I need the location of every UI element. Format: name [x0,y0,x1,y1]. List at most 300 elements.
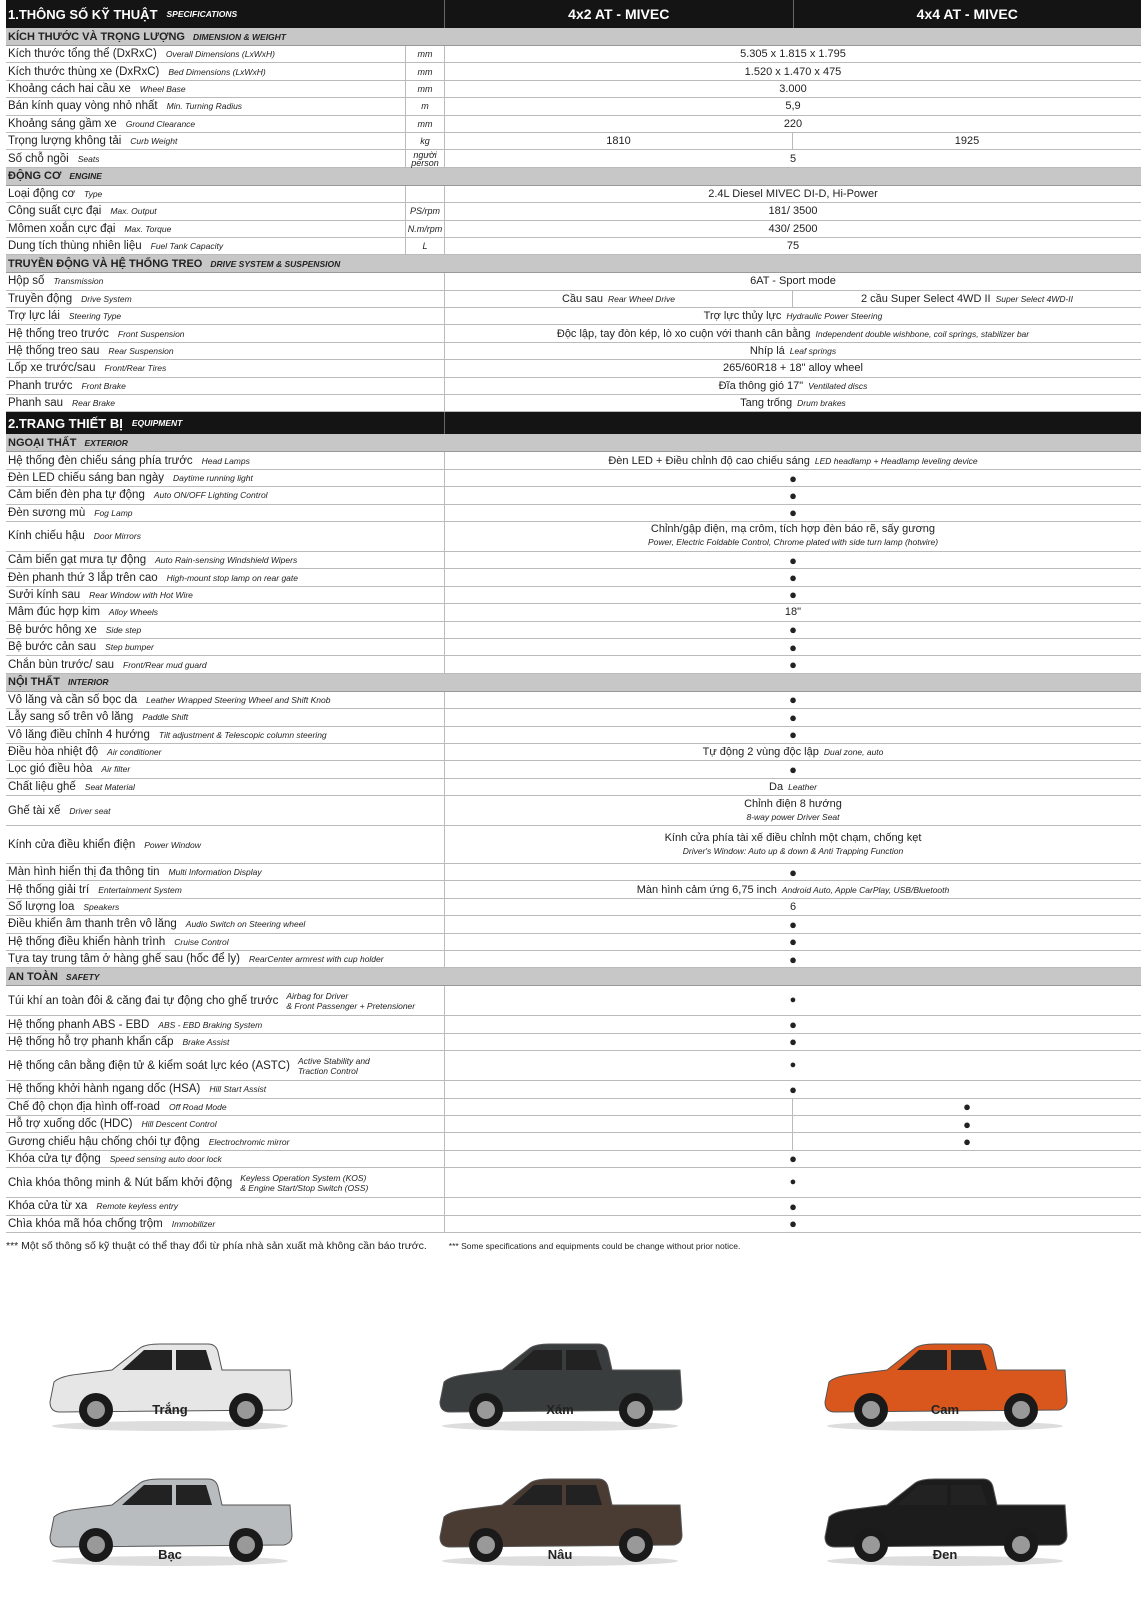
safety-row [6,1051,1141,1081]
row-label [6,452,445,468]
row-label-vi: Dung tích thùng nhiên liệu [8,240,142,253]
check-dot: ● [789,916,797,932]
value-cell [445,203,1141,219]
row-label [6,308,445,324]
safety-row [6,1133,1141,1150]
check-dot: ● [789,709,797,725]
row-label-en: Entertainment System [98,884,182,895]
row-label-en [240,1173,368,1193]
check-dot: ● [789,552,797,568]
row-label-vi: Công suất cực đại [8,205,102,218]
value-cell [445,487,1141,503]
row-label [6,986,445,1015]
row-label [6,470,445,486]
row-label [6,916,445,932]
value-cell-text: 181/ 3500 [768,205,818,218]
safety-row [6,1016,1141,1033]
value-cell-text: 2.4L Diesel MIVEC DI-D, Hi-Power [708,187,878,200]
value-cell-text: ● [789,1059,797,1072]
row-label-vi: Phanh sau [8,397,63,410]
dimension-row [6,98,1141,115]
value-cell [445,1198,1141,1214]
value-cell-text: Trợ lực thủy lực [703,310,782,323]
variant-4x4-value [793,1116,1141,1132]
row-label-en: Side step [105,624,142,635]
row-label-en: Remote keyless entry [96,1201,179,1212]
safety-row [6,1216,1141,1233]
cat-drive-label-en: DRIVE SYSTEM & SUSPENSION [210,258,341,269]
value-cell [445,622,1141,638]
specs-title-en: SPECIFICATIONS [166,9,238,19]
row-label-en: Transmission [53,276,104,287]
row-label-en: Wheel Base [139,83,186,94]
cat-interior [6,674,1141,692]
value-cell [445,727,1141,743]
row-label-vi: Lọc gió điều hòa [8,763,93,776]
row-label-vi: Kính cửa điều khiển điện [8,838,136,851]
row-label [6,779,445,795]
value-cell-text: Màn hình cảm ứng 6,75 inch [636,883,777,896]
value-cell [445,656,1141,672]
row-label-en: Power Window [144,839,201,850]
row-label [6,1034,445,1050]
dimension-row [6,81,1141,98]
row-label [6,98,406,114]
value-cell-text: Đĩa thông gió 17" [718,379,804,392]
value-cell [445,395,1141,411]
value-cell [445,1016,1141,1032]
color-options [0,1320,1143,1600]
value-cell [445,796,1141,825]
row-label [6,1099,445,1115]
row-label-en [286,991,415,1011]
value-text: 2 cầu Super Select 4WD II [860,292,991,305]
equipment-title: 2.TRANG THIẾT BỊ [8,415,123,431]
row-label-vi: Lẫy sang số trên vô lăng [8,711,134,724]
unit-cell: mm [406,116,445,132]
row-label-en: Front/Rear mud guard [123,659,207,670]
row-label-en: Min. Turning Radius [166,101,243,112]
row-label [6,1081,445,1097]
row-label-vi: Đèn LED chiếu sáng ban ngày [8,472,164,484]
value-cell-text-en: Android Auto, Apple CarPlay, USB/Bluetooth [781,884,950,895]
cat-drive-label: TRUYỀN ĐỘNG VÀ HỆ THỐNG TREO [8,257,203,270]
safety-row [6,1168,1141,1198]
interior-row [6,916,1141,933]
drive-row [6,395,1141,412]
row-label-vi: Bệ bước hông xe [8,623,97,636]
check-dot: ● [789,1198,797,1214]
check-dot: ● [789,1216,797,1232]
interior-row [6,881,1141,898]
row-label [6,1198,445,1214]
row-label-en: Multi Information Display [168,867,262,878]
row-label [6,63,406,79]
row-label-vi: Trợ lực lái [8,310,60,323]
value-cell [445,604,1141,620]
dimension-row [6,46,1141,63]
row-label [6,569,445,585]
row-label-en: Fog Lamp [94,507,133,518]
value-cell-text: Kính cửa phía tài xế điều chỉnh một chạm, chống kẹt [664,831,922,844]
row-label-en: Overall Dimensions (LxWxH) [165,49,275,60]
equipment-title-en: EQUIPMENT [131,418,183,429]
exterior-row [6,552,1141,569]
row-label [6,203,406,219]
value-cell-text: 6AT - Sport mode [750,275,836,288]
equipment-title-cell [6,412,445,434]
value-cell [445,899,1141,915]
value-cell-text-en: Independent double wishbone, coil springs, stabilizer bar [815,328,1030,339]
value-cell [445,343,1141,359]
engine-row [6,238,1141,255]
value-cell [445,864,1141,880]
specs-title: 1.THÔNG SỐ KỸ THUẬT [8,6,158,22]
value-cell-text-en: Leather [788,781,817,792]
interior-row [6,796,1141,826]
row-label-en: Driver seat [69,805,111,816]
row-label-vi: Màn hình hiển thị đa thông tin [8,866,160,879]
row-label-vi: Khóa cửa từ xa [8,1200,88,1213]
row-label-vi: Chắn bùn trước/ sau [8,658,115,671]
cat-engine-label-en: ENGINE [69,171,102,182]
unit-cell: N.m/rpm [406,221,445,237]
value-cell [445,221,1141,237]
dimension-row [6,150,1141,167]
value-cell-text-en: Leaf springs [789,346,837,357]
row-label-vi: Số chỗ ngồi [8,152,69,165]
unit-cell: PS/rpm [406,203,445,219]
row-label-en: Head Lamps [201,455,250,466]
cat-exterior-label: NGOẠI THẤT [8,436,77,449]
safety-row [6,1151,1141,1168]
cat-safety-label-en: SAFETY [65,971,100,982]
row-label-en: High-mount stop lamp on rear gate [166,572,298,583]
value-cell [445,238,1141,254]
value-cell [445,692,1141,708]
value-cell-text-en: Driver's Window: Auto up & down & Anti Trapping Function [682,845,904,856]
exterior-row [6,604,1141,621]
value-cell [445,951,1141,967]
row-label-vi: Khóa cửa tự động [8,1152,101,1165]
row-label [6,116,406,132]
safety-row [6,1099,1141,1116]
row-label [6,639,445,655]
check-dot: ● [789,692,797,708]
row-label [6,692,445,708]
row-label-vi: Gương chiếu hậu chống chói tự động [8,1135,200,1148]
value-cell [445,761,1141,777]
row-label-en: Hill Descent Control [141,1119,217,1130]
safety-row [6,1081,1141,1098]
value-cell [445,378,1141,394]
row-label-vi: Trọng lượng không tải [8,135,122,148]
interior-row [6,744,1141,761]
cat-dimension-label: KÍCH THƯỚC VÀ TRỌNG LƯỢNG [8,30,185,43]
row-label-en: Leather Wrapped Steering Wheel and Shift Knob [146,694,331,705]
row-label [6,1116,445,1132]
value-cell-text: Tự động 2 vùng độc lập [702,746,819,759]
drive-row [6,325,1141,342]
check-dot: ● [789,657,797,673]
cat-dimension [6,28,1141,46]
row-label-en: Speakers [83,902,120,913]
row-label [6,273,445,289]
check-dot: ● [963,1134,971,1150]
variant-4x2-value [445,1133,793,1149]
row-label-en: Front Suspension [117,328,185,339]
value-cell-text: 75 [786,240,800,253]
dimension-row [6,63,1141,80]
interior-row [6,951,1141,968]
value-cell [445,639,1141,655]
row-label [6,951,445,967]
check-dot: ● [789,505,797,521]
check-dot: ● [789,1034,797,1050]
row-label [6,761,445,777]
variant-4x4-header: 4x4 AT - MIVEC [916,6,1018,22]
row-label-en-1: Keyless Operation System (KOS) [240,1172,367,1183]
row-label-vi: Hệ thống cân bằng điện tử & kiểm soát lực kéo (ASTC) [8,1059,290,1072]
row-label [6,881,445,897]
value-cell-text: 265/60R18 + 18" alloy wheel [723,362,863,375]
interior-row [6,899,1141,916]
row-label-vi: Phanh trước [8,379,73,392]
equipment-header [6,412,1141,434]
row-label-en-1: Active Stability and [297,1055,370,1066]
row-label [6,826,445,863]
interior-row [6,779,1141,796]
car-color-name: Bạc [158,1547,182,1562]
check-dot: ● [789,622,797,638]
check-dot: ● [789,587,797,603]
value-cell-text: 6 [789,901,797,914]
row-label [6,221,406,237]
dimension-row [6,133,1141,150]
row-label-en: Air filter [101,764,131,775]
check-dot: ● [789,951,797,967]
value-cell-text-en: Dual zone, auto [823,747,884,758]
row-label-en: Seat Material [84,781,135,792]
row-label [6,487,445,503]
car-color-name: Cam [930,1402,960,1417]
row-label-en-2: & Front Passenger + Pretensioner [286,1000,416,1011]
value-cell-stack [665,832,922,858]
row-label-vi: Bán kính quay vòng nhỏ nhất [8,100,158,113]
row-label-vi: Điều hòa nhiệt độ [8,746,99,759]
row-label-en: Auto ON/OFF Lighting Control [153,490,268,501]
engine-row [6,203,1141,220]
row-label-vi: Kích thước tổng thể (DxRxC) [8,48,157,61]
value-cell [445,1051,1141,1080]
value-cell-stack [790,994,797,1007]
row-label [6,1168,445,1197]
row-label-en: Front Brake [81,380,126,391]
value-cell-stack [790,1176,797,1189]
row-label-en: Front/Rear Tires [104,363,167,374]
row-label-vi: Ghế tài xế [8,804,61,817]
drive-row [6,308,1141,325]
car-color-name: Nâu [547,1547,573,1562]
value-cell [445,552,1141,568]
value-cell-text: 430/ 2500 [768,222,818,235]
unit-cell: kg [406,133,445,149]
row-label [6,727,445,743]
variant-4x4-value [793,1099,1141,1115]
row-label [6,1151,445,1167]
value-cell [445,916,1141,932]
value-cell [445,150,1141,166]
row-label-vi: Điều khiển âm thanh trên vô lăng [8,918,177,931]
row-label-en: Alloy Wheels [108,607,159,618]
value-cell-text: Nhíp lá [749,345,785,358]
value-cell-text: 3.000 [779,82,807,95]
row-label-en: Drive System [81,293,132,304]
exterior-row [6,470,1141,487]
row-label [6,656,445,672]
value-cell [445,186,1141,202]
row-label-vi: Hệ thống hỗ trợ phanh khẩn cấp [8,1035,174,1048]
row-label-en-1: Airbag for Driver [286,990,349,1001]
value-cell-text: Đèn LED + Điều chỉnh độ cao chiếu sáng [608,454,810,467]
row-label-vi: Cảm biến gạt mưa tự động [8,554,147,567]
unit-cell [406,186,445,202]
value-cell-text-en: Drum brakes [797,398,846,409]
interior-row [6,826,1141,864]
row-label [6,552,445,568]
value-cell-text: 1.520 x 1.470 x 475 [744,65,842,78]
row-label-vi: Khoảng cách hai cầu xe [8,82,131,95]
row-label [6,522,445,551]
cat-engine-label: ĐỘNG CƠ [8,170,62,183]
unit-cell: mm [406,81,445,97]
value-cell [445,98,1141,114]
row-label [6,360,445,376]
row-label-vi: Chế độ chọn địa hình off-road [8,1100,160,1113]
row-label-vi: Túi khí an toàn đôi & căng đai tự động cho ghế trước [8,994,279,1007]
value-cell [445,1216,1141,1232]
interior-row [6,692,1141,709]
safety-row [6,1116,1141,1133]
check-dot: ● [789,1017,797,1033]
value-cell [445,360,1141,376]
row-label [6,744,445,760]
value-cell-text: 5 [789,152,797,165]
check-dot: ● [789,934,797,950]
row-label-vi: Hỗ trợ xuống dốc (HDC) [8,1118,133,1131]
exterior-row [6,522,1141,552]
check-dot: ● [789,864,797,880]
row-label-vi: Hộp số [8,275,45,288]
row-label [6,934,445,950]
exterior-row [6,587,1141,604]
value-cell [445,505,1141,521]
value-cell-stack [744,798,842,824]
value-cell [445,273,1141,289]
row-label [6,325,445,341]
row-label [6,150,406,166]
value-cell [445,325,1141,341]
row-label [6,46,406,62]
safety-row [6,1034,1141,1051]
check-dot: ● [789,1151,797,1167]
row-label [6,395,445,411]
row-label-vi: Chìa khóa thông minh & Nút bấm khởi động [8,1176,233,1189]
pickup-truck-icon [815,1330,1075,1435]
value-cell [445,1168,1141,1197]
row-label-vi: Hệ thống treo sau [8,345,100,358]
pickup-truck-icon [430,1330,690,1435]
check-dot: ● [789,470,797,486]
variant-4x4-value [793,291,1141,307]
dimension-row [6,116,1141,133]
row-label-en: Ground Clearance [125,118,196,129]
row-label-en: Seats [77,153,100,164]
variant-4x2-value [445,133,793,149]
value-cell [445,779,1141,795]
row-label [6,1216,445,1232]
drive-row [6,360,1141,377]
row-label-en: Rear Brake [72,398,115,409]
exterior-row [6,569,1141,586]
row-label-en: Step bumper [105,642,154,653]
row-label-en: Curb Weight [130,136,178,147]
value-text: Cầu sau [561,292,603,305]
value-cell [445,63,1141,79]
row-label [6,1133,445,1149]
car-image-0 [40,1330,300,1435]
value-cell [445,1151,1141,1167]
value-cell [445,709,1141,725]
cat-interior-label: NỘI THẤT [8,676,60,689]
row-label-en: Speed sensing auto door lock [109,1153,222,1164]
car-color-name: Đen [932,1547,958,1562]
exterior-row [6,505,1141,522]
row-label-vi: Mômen xoắn cực đại [8,222,116,235]
check-dot: ● [789,639,797,655]
value-cell [445,1081,1141,1097]
cat-engine [6,168,1141,186]
row-label-en: Tilt adjustment & Telescopic column steering [158,729,327,740]
check-dot: ● [963,1116,971,1132]
cat-exterior [6,434,1141,452]
row-label-vi: Tựa tay trung tâm ở hàng ghế sau (hốc để ly) [8,953,240,966]
value-cell-text: Da [769,780,784,793]
value-cell [445,881,1141,897]
value-cell [445,81,1141,97]
value-cell-text: Chỉnh/gập điện, mạ crôm, tích hợp đèn báo rẽ, sấy gương [650,523,936,536]
row-label-en-2: & Engine Start/Stop Switch (OSS) [240,1182,369,1193]
variant-4x2-value [445,291,793,307]
footnote-en: *** Some specifications and equipments could be change without prior notice. [448,1240,741,1251]
row-label-en: Fuel Tank Capacity [150,241,224,252]
cat-safety [6,968,1141,986]
row-label [6,587,445,603]
spec-table-body [6,28,1141,1233]
row-label-vi: Bệ bước cản sau [8,641,97,654]
row-label-en: Immobilizer [171,1218,216,1229]
row-label-en-2: Traction Control [297,1065,358,1076]
row-label-vi: Kính chiếu hậu [8,530,85,543]
row-label-en: Door Mirrors [93,531,141,542]
specs-header [6,0,1141,28]
row-label-en: Paddle Shift [142,712,189,723]
row-label-vi: Đèn sương mù [8,506,86,519]
value-cell [445,934,1141,950]
safety-row [6,986,1141,1016]
row-label-en: Daytime running light [173,473,253,483]
value-cell-text: 220 [783,117,803,130]
